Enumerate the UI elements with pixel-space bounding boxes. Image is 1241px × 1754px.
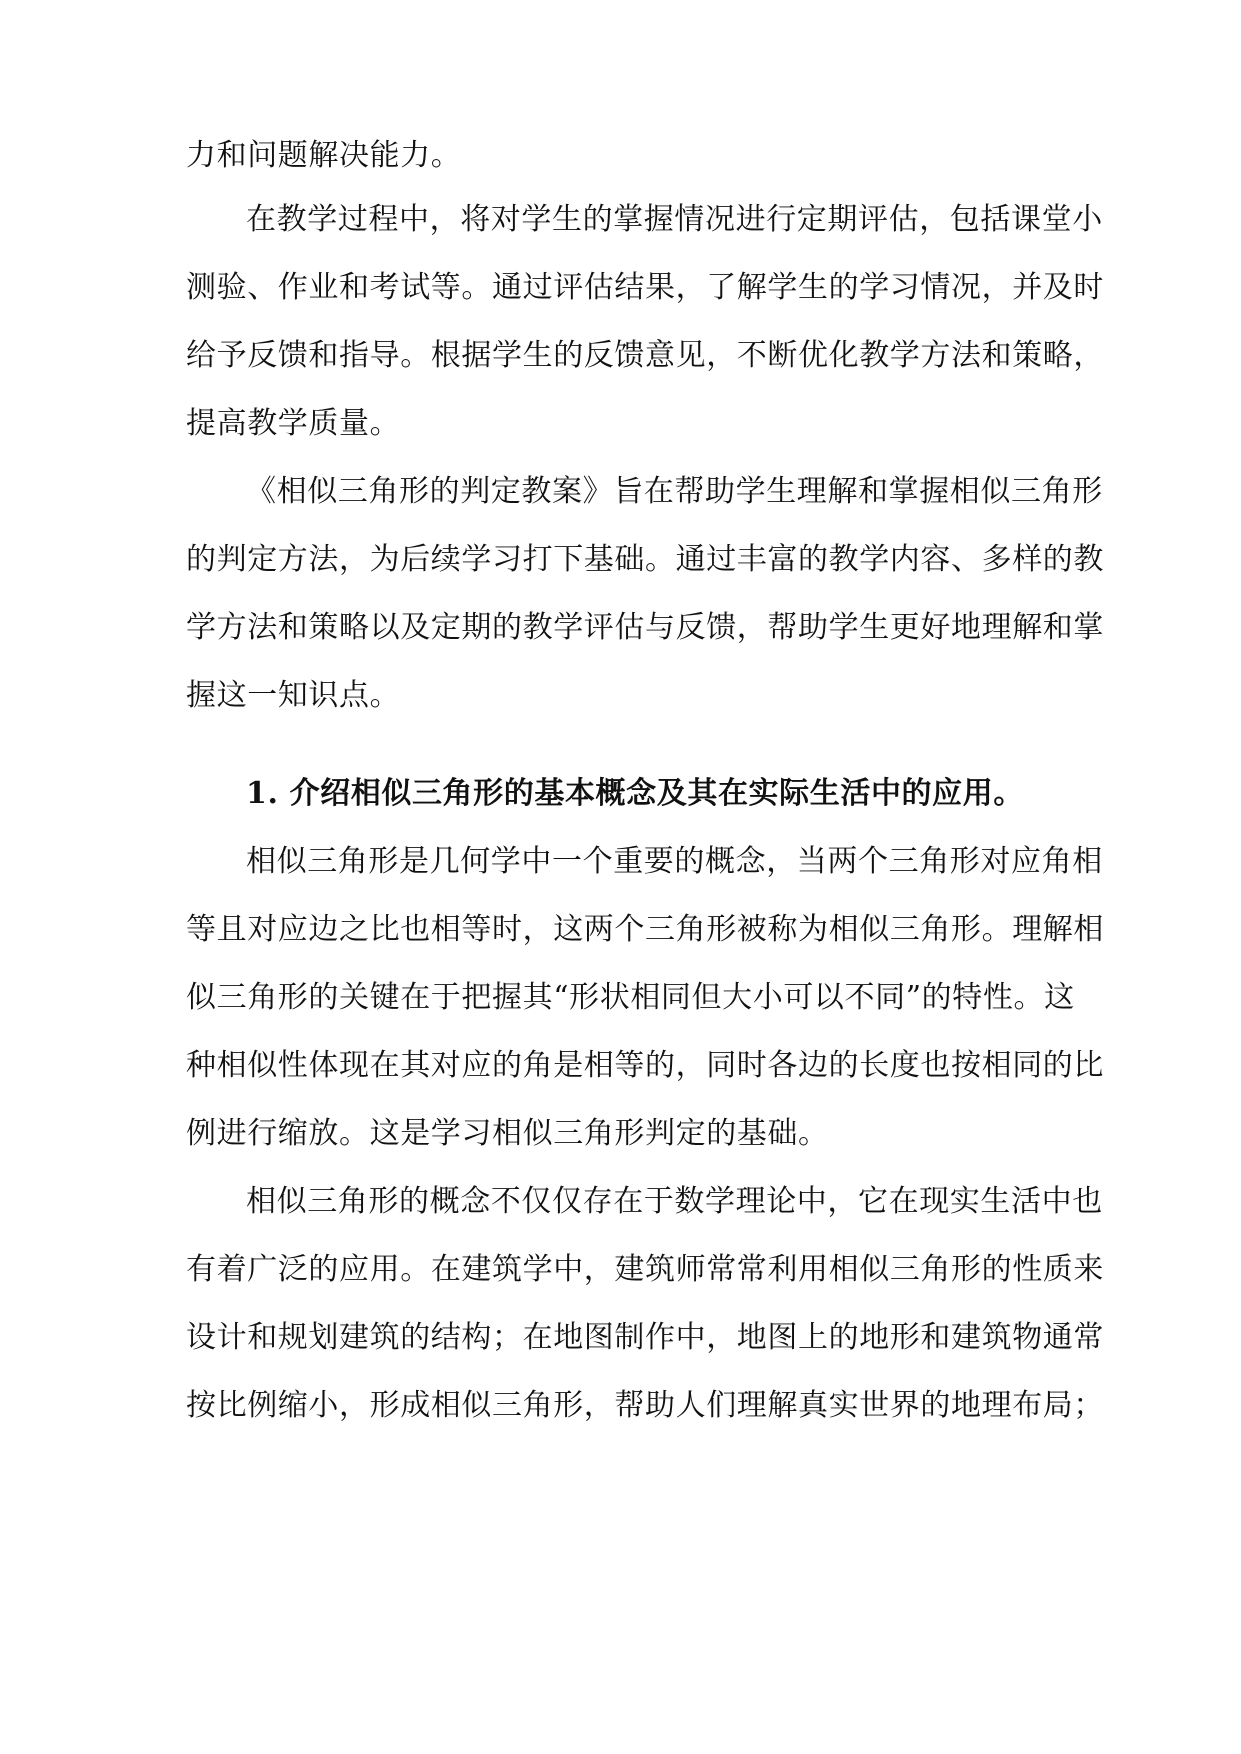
section-heading: 1. 介绍相似三角形的基本概念及其在实际生活中的应用。 xyxy=(246,776,1024,811)
paragraph-line: 按比例缩小，形成相似三角形，帮助人们理解真实世界的地理布局； xyxy=(186,1388,1104,1423)
paragraph-line: 给予反馈和指导。根据学生的反馈意见，不断优化教学方法和策略， xyxy=(186,338,1104,373)
paragraph-line: 似三角形的关键在于把握其“形状相同但大小可以不同”的特性。这 xyxy=(186,980,1075,1015)
paragraph-line: 种相似性体现在其对应的角是相等的，同时各边的长度也按相同的比 xyxy=(186,1048,1104,1083)
paragraph-line: 在教学过程中，将对学生的掌握情况进行定期评估，包括课堂小 xyxy=(246,202,1103,237)
paragraph-line: 相似三角形的概念不仅仅存在于数学理论中，它在现实生活中也 xyxy=(246,1184,1103,1219)
paragraph-line: 例进行缩放。这是学习相似三角形判定的基础。 xyxy=(186,1116,829,1151)
paragraph-line: 学方法和策略以及定期的教学评估与反馈，帮助学生更好地理解和掌 xyxy=(186,610,1104,645)
paragraph-line: 力和问题解决能力。 xyxy=(186,138,462,173)
paragraph-line: 握这一知识点。 xyxy=(186,678,401,713)
paragraph-line: 设计和规划建筑的结构；在地图制作中，地图上的地形和建筑物通常 xyxy=(186,1320,1104,1355)
paragraph-line: 《相似三角形的判定教案》旨在帮助学生理解和掌握相似三角形 xyxy=(246,474,1103,509)
paragraph-line: 有着广泛的应用。在建筑学中，建筑师常常利用相似三角形的性质来 xyxy=(186,1252,1104,1287)
paragraph-line: 的判定方法，为后续学习打下基础。通过丰富的教学内容、多样的教 xyxy=(186,542,1104,577)
paragraph-line: 提高教学质量。 xyxy=(186,406,401,441)
paragraph-line: 测验、作业和考试等。通过评估结果，了解学生的学习情况，并及时 xyxy=(186,270,1104,305)
paragraph-line: 等且对应边之比也相等时，这两个三角形被称为相似三角形。理解相 xyxy=(186,912,1104,947)
paragraph-line: 相似三角形是几何学中一个重要的概念，当两个三角形对应角相 xyxy=(246,844,1103,879)
